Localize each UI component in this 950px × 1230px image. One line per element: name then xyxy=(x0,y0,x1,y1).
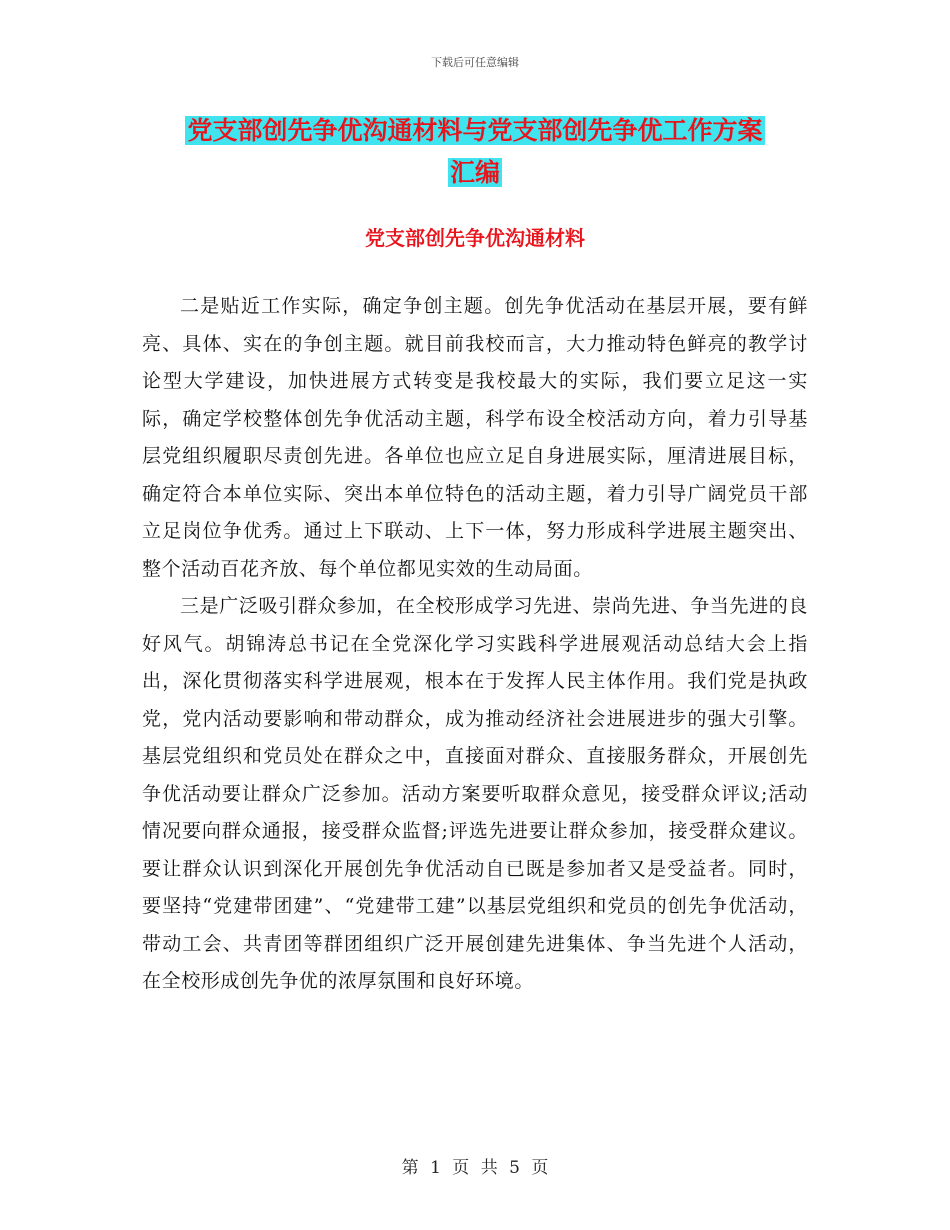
body-paragraph: 二是贴近工作实际，确定争创主题。创先争优活动在基层开展，要有鲜亮、具体、实在的争创主题。就目前我校而言，大力推动特色鲜亮的教学讨论型大学建设，加快进展方式转变是我校最大的实际，我们要立足这一实际，确定学校整体创先争优活动主题，科学布设全校活动方向，着力引导基层党组织履职尽责创先进。各单位也应立足自身进展实际，厘清进展目标，确定符合本单位实际、突出本单位特色的活动主题，着力引导广阔党员干部立足岗位争优秀。通过上下联动、上下一体，努力形成科学进展主题突出、整个活动百花齐放、每个单位都见实效的生动局面。 xyxy=(142,295,808,580)
page-indicator: 第 1 页 共 5 页 xyxy=(401,1158,549,1178)
body-paragraph: 三是广泛吸引群众参加，在全校形成学习先进、崇尚先进、争当先进的良好风气。胡锦涛总书记在全党深化学习实践科学进展观活动总结大会上指出，深化贯彻落实科学进展观，根本在于发挥人民主体作用。我们党是执政党，党内活动要影响和带动群众，成为推动经济社会进展进步的强大引擎。基层党组织和党员处在群众之中，直接面对群众、直接服务群众，开展创先争优活动要让群众广泛参加。活动方案要听取群众意见，接受群众评议;活动情况要向群众通报，接受群众监督;评选先进要让群众参加，接受群众建议。要让群众认识到深化开展创先争优活动自已既是参加者又是受益者。同时，要坚持“党建带团建”、“党建带工建”以基层党组织和党员的创先争优活动，带动工会、共青团等群团组织广泛开展创建先进集体、争当先进个人活动，在全校形成创先争优的浓厚氛围和良好环境。 xyxy=(142,595,808,992)
section-title: 党支部创先争优沟通材料 xyxy=(365,226,585,250)
header-note: 下载后可任意编辑 xyxy=(431,56,519,69)
document-title-line-1: 党支部创先争优沟通材料与党支部创先争优工作方案 xyxy=(187,116,763,145)
document-title-line-2: 汇编 xyxy=(449,158,500,187)
document-body xyxy=(142,288,808,1001)
document-title xyxy=(0,110,950,194)
